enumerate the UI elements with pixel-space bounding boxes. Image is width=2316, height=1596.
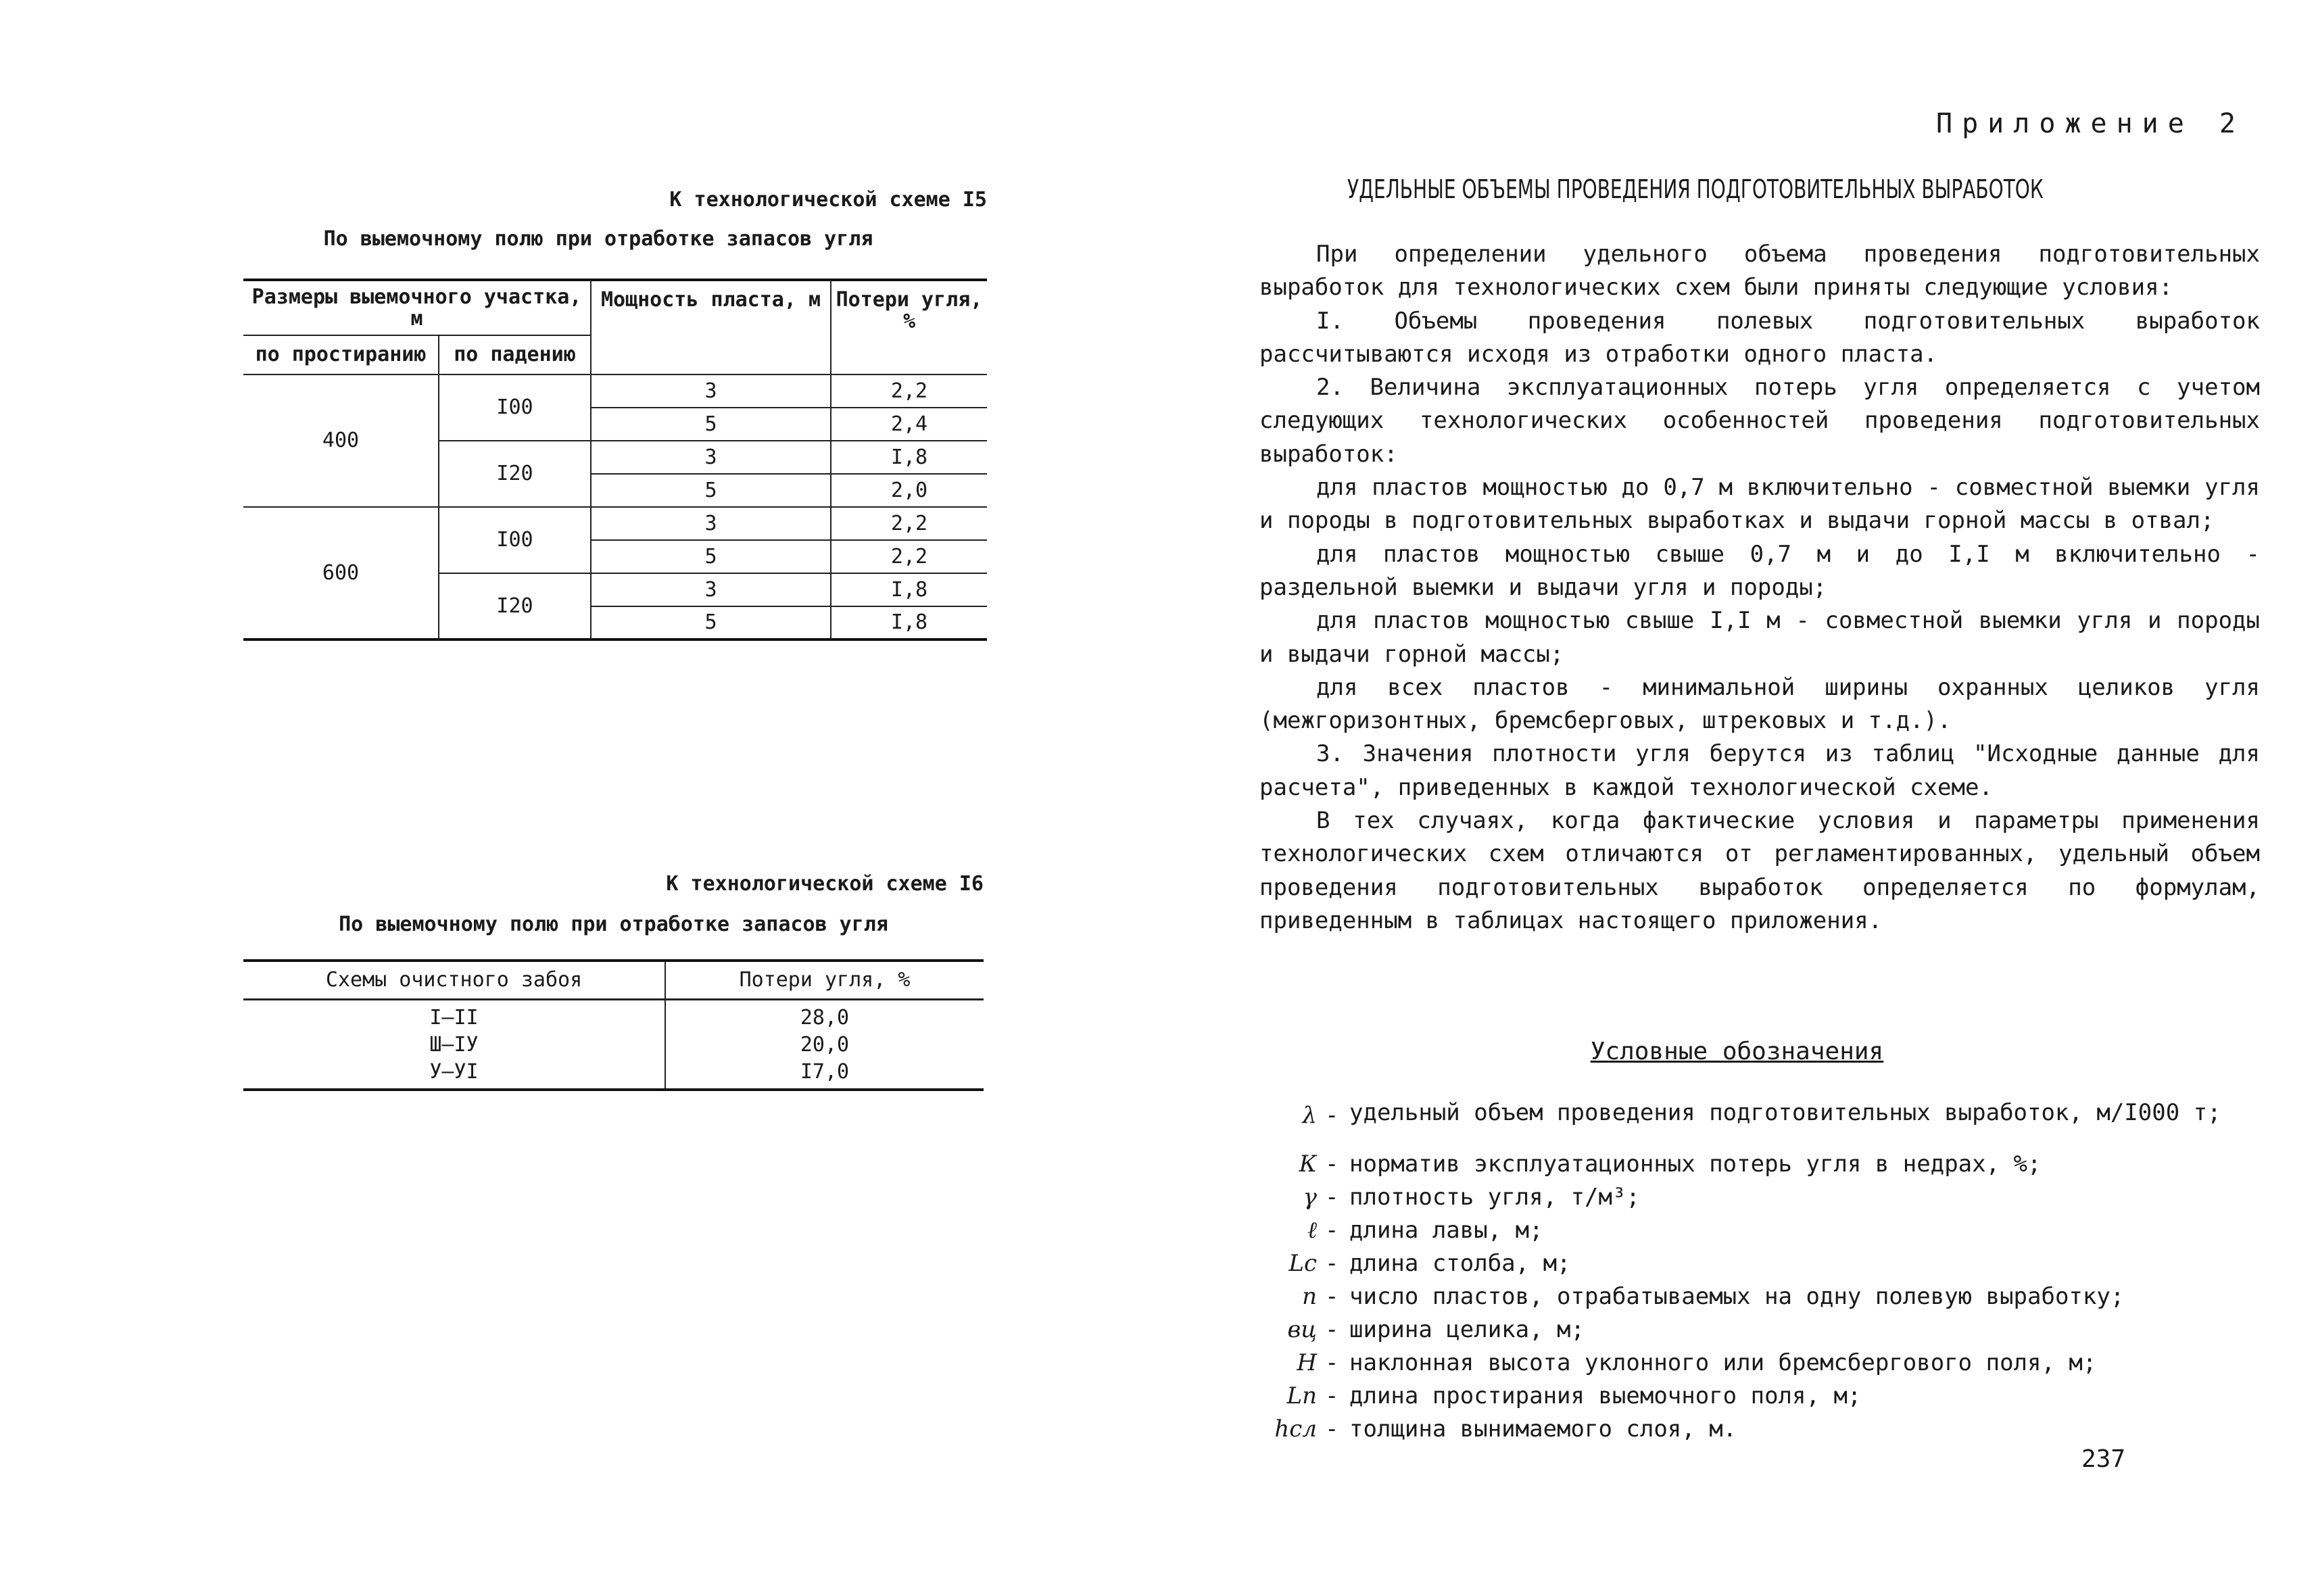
table15-thickness-cell: 3 [591, 441, 831, 474]
appendix-label: Приложение 2 [1936, 108, 2245, 139]
legend-text: норматив эксплуатационных потерь угля в недрах, %; [1349, 1151, 2042, 1178]
table15-dip-cell: I00 [439, 374, 591, 441]
list-item [1270, 1382, 2270, 1416]
table16-scheme-cell: Ш–IУ [243, 1032, 665, 1059]
paragraph: В тех случаях, когда фактические условия и параметры применения технологических схем отличаются от регламентированных, удельный объем проведения подготовительных выработок определяется по формулам, приведенным в таблицах настоящего приложения. [1259, 807, 2260, 934]
table15-subtitle: По выемочному полю при отработке запасов угля [323, 227, 873, 251]
legend-dash: - [1325, 1184, 1339, 1211]
legend-symbol: n [1302, 1283, 1317, 1310]
legend-dash: - [1325, 1102, 1339, 1129]
table15-dip-cell: I20 [439, 573, 591, 639]
list-item [1270, 1283, 2270, 1316]
table-row [243, 1032, 984, 1059]
legend-symbol: ℓ [1307, 1217, 1317, 1244]
table-row [243, 1059, 984, 1090]
table15-thickness-cell: 5 [591, 408, 831, 441]
legend-dash: - [1325, 1283, 1339, 1310]
table15-losses-cell: 2,2 [831, 507, 987, 540]
list-item [1270, 1349, 2270, 1382]
legend-dash: - [1325, 1349, 1339, 1376]
table16-header-scheme: Схемы очистного забоя [243, 961, 665, 1000]
table15-losses-cell: 2,4 [831, 408, 987, 441]
table15-thickness-cell: 3 [591, 374, 831, 408]
table15-caption: К технологической схеме I5 [669, 188, 987, 212]
list-item [1270, 1416, 2270, 1449]
body-text [1259, 238, 2260, 938]
table15-losses-cell: 2,0 [831, 474, 987, 507]
legend-text: длина простирания выемочного поля, м; [1349, 1382, 1862, 1409]
page-number: 237 [2081, 1445, 2125, 1473]
table15-thickness-cell: 3 [591, 573, 831, 606]
legend-dash: - [1325, 1217, 1339, 1244]
legend-dash: - [1325, 1416, 1339, 1443]
table15-dip-cell: I20 [439, 441, 591, 507]
legend-text: длина лавы, м; [1349, 1217, 1543, 1244]
table15-thickness-cell: 5 [591, 540, 831, 573]
table15-header-dimensions: Размеры выемочного участка, м [243, 280, 591, 335]
paragraph: для пластов мощностью свыше 0,7 м и до I,I м включительно - раздельной выемки и выдачи угля и породы; [1259, 540, 2260, 601]
legend-symbol: γ [1303, 1184, 1317, 1211]
table15-thickness-cell: 5 [591, 606, 831, 639]
table15-strike-cell: 600 [243, 507, 439, 639]
table15-losses-cell: I,8 [831, 606, 987, 639]
list-item [1270, 1217, 2270, 1250]
table15-losses-cell: 2,2 [831, 540, 987, 573]
table15-losses-cell: I,8 [831, 441, 987, 474]
table15-thickness-cell: 5 [591, 474, 831, 507]
table16 [243, 959, 984, 1091]
list-item [1270, 1184, 2270, 1217]
table15-losses-cell: 2,2 [831, 374, 987, 408]
table15-header-dip: по падению [439, 335, 591, 374]
table16-scheme-cell: У–УI [243, 1059, 665, 1090]
legend-symbol: К [1299, 1151, 1317, 1178]
table15-header-strike: по простиранию [243, 335, 439, 374]
table16-scheme-cell: I–II [243, 1000, 665, 1032]
legend-text: удельный объем проведения подготовительных выработок, м/I000 т; [1349, 1099, 2221, 1126]
table15-strike-cell: 400 [243, 374, 439, 507]
paragraph: При определении удельного объема проведения подготовительных выработок для технологических схем были приняты следующие условия: [1259, 241, 2260, 301]
table16-subtitle: По выемочному полю при отработке запасов угля [339, 913, 888, 936]
table16-losses-cell: 28,0 [800, 1006, 850, 1030]
legend-text: число пластов, отрабатываемых на одну полевую выработку; [1349, 1283, 2125, 1310]
table15-losses-cell: I,8 [831, 573, 987, 606]
table-row [243, 507, 987, 540]
paragraph: для пластов мощностью до 0,7 м включительно - совместной выемки угля и породы в подготовительных выработках и выдачи горной массы в отвал; [1259, 474, 2260, 535]
legend-symbol: Н [1297, 1349, 1317, 1376]
paragraph: для всех пластов - минимальной ширины охранных целиков угля (межгоризонтных, бремсберговых, штрековых и т.д.). [1259, 673, 2260, 735]
list-item [1270, 1316, 2270, 1349]
legend-symbol: Lп [1286, 1382, 1317, 1409]
legend-symbol: hсл [1274, 1416, 1317, 1443]
table16-losses-cell: I7,0 [800, 1060, 850, 1084]
paragraph: I. Объемы проведения полевых подготовительных выработок рассчитываются исходя из отработки одного пласта. [1259, 307, 2260, 368]
table15-header-thickness: Мощность пласта, м [591, 280, 831, 374]
list-item [1270, 1250, 2270, 1283]
legend-symbol: λ [1302, 1102, 1317, 1129]
list-item [1270, 1151, 2270, 1184]
list-item [1270, 1099, 2270, 1151]
table15 [243, 279, 987, 641]
legend-title: Условные обозначения [1590, 1038, 1884, 1065]
paragraph: 3. Значения плотности угля берутся из таблиц "Исходные данные для расчета", приведенных в каждой технологической схеме. [1259, 740, 2260, 801]
legend-dash: - [1325, 1250, 1339, 1277]
table15-dip-cell: I00 [439, 507, 591, 573]
paragraph: для пластов мощностью свыше I,I м - совместной выемки угля и породы и выдачи горной массы; [1259, 607, 2260, 668]
legend-text: ширина целика, м; [1349, 1316, 1585, 1343]
table15-header-losses: Потери угля, % [831, 280, 987, 374]
table15-thickness-cell: 3 [591, 507, 831, 540]
legend-symbol: Lс [1288, 1250, 1317, 1277]
table16-losses-cell: 20,0 [800, 1033, 850, 1057]
legend-text: наклонная высота уклонного или бремсбергового поля, м; [1349, 1349, 2097, 1376]
table16-caption: К технологической схеме I6 [666, 872, 984, 896]
legend-dash: - [1325, 1316, 1339, 1343]
legend-symbol: вц [1287, 1316, 1317, 1343]
legend-text: длина столба, м; [1349, 1250, 1571, 1277]
legend-dash: - [1325, 1382, 1339, 1409]
table16-header-losses: Потери угля, % [665, 961, 984, 1000]
right-page [1158, 0, 2316, 1596]
legend [1270, 1099, 2270, 1449]
legend-text: плотность угля, т/м³; [1349, 1184, 1640, 1211]
paragraph: 2. Величина эксплуатационных потерь угля определяется с учетом следующих технологических особенностей проведения подготовительных выработок: [1259, 374, 2260, 468]
legend-text: толщина вынимаемого слоя, м. [1349, 1416, 1737, 1443]
legend-dash: - [1325, 1151, 1339, 1178]
table-row [243, 374, 987, 408]
page-title: УДЕЛЬНЫЕ ОБЪЕМЫ ПРОВЕДЕНИЯ ПОДГОТОВИТЕЛЬНЫХ ВЫРАБОТОК [1347, 174, 2044, 204]
table-row [243, 1000, 984, 1032]
